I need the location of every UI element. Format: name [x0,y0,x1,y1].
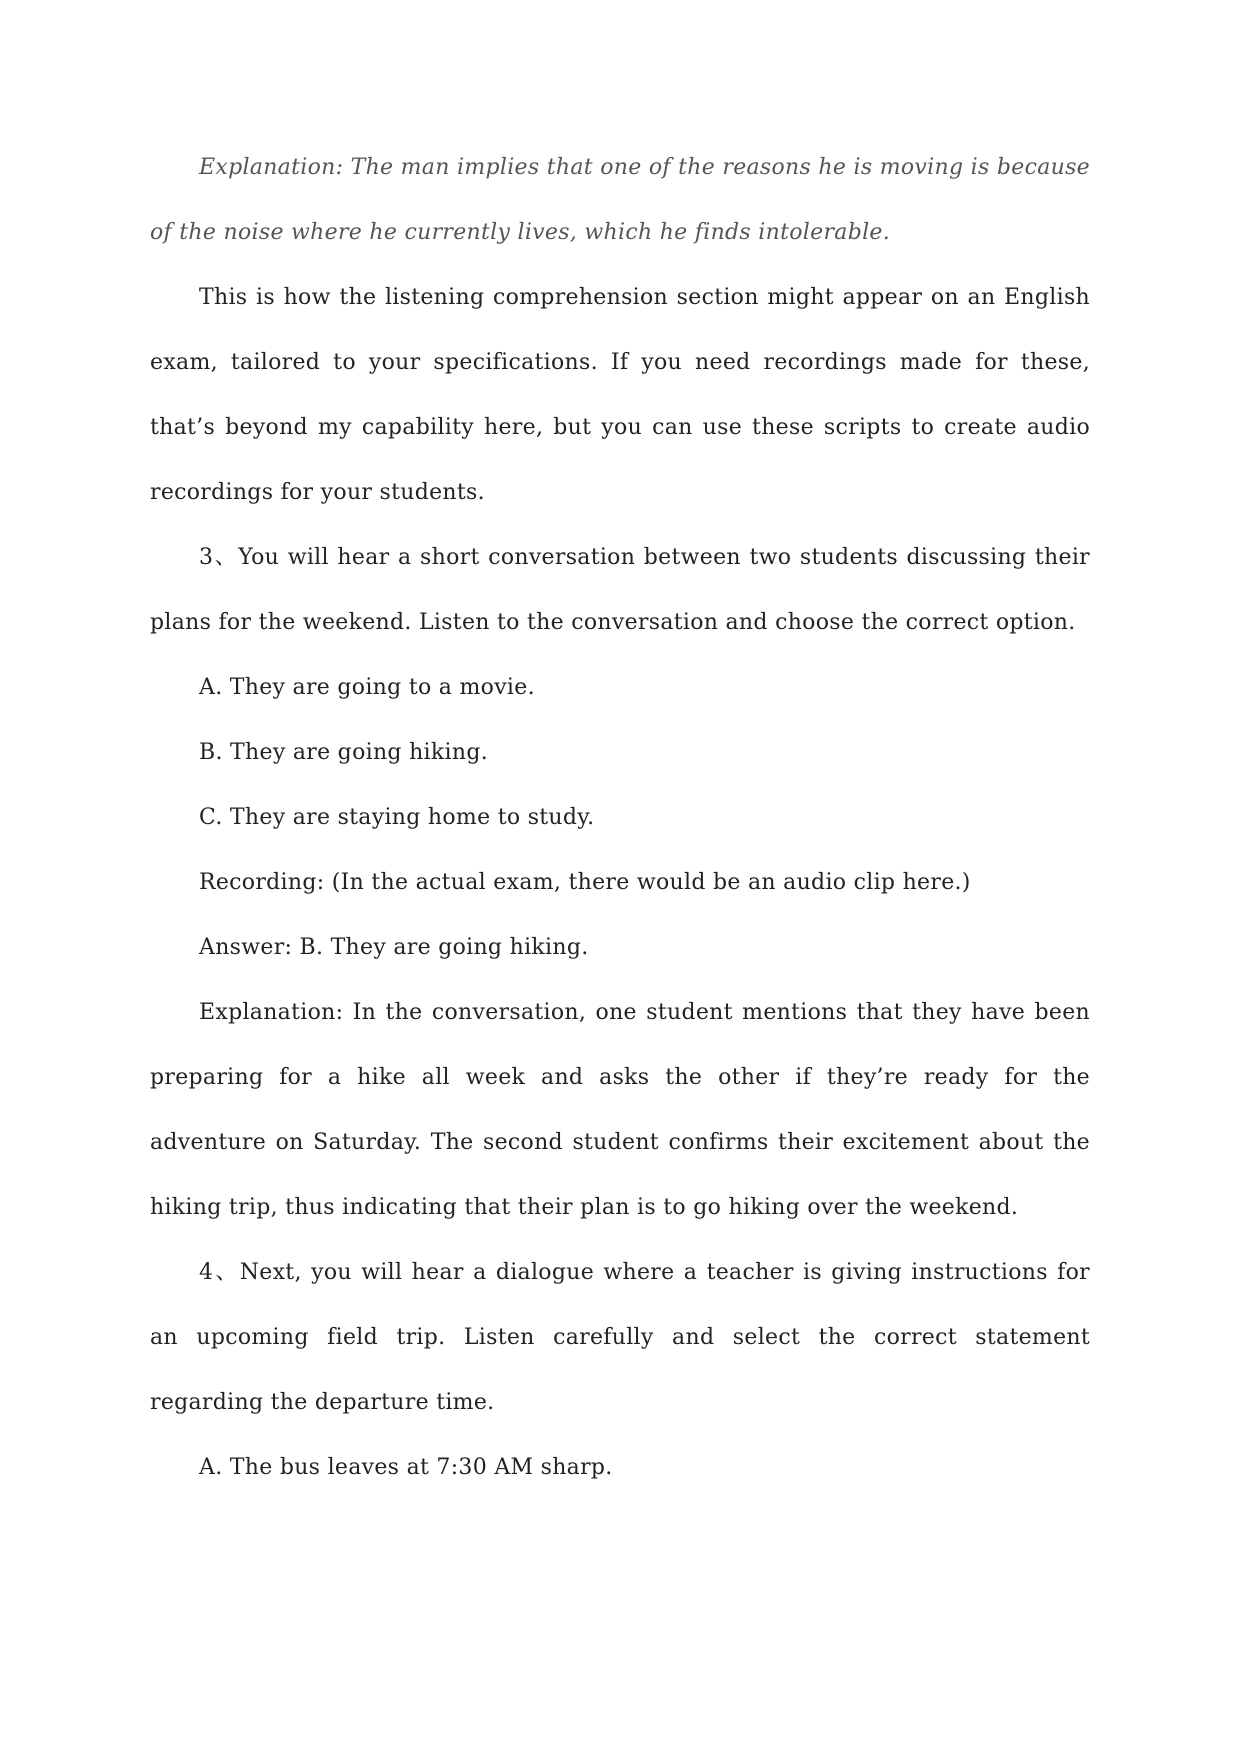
question-4: 4、Next, you will hear a dialogue where a teacher is giving instructions for an upcoming field trip. Listen carefully and select the correct statement regarding the departure time. [150,1260,1090,1415]
q3-option-b: B. They are going hiking. [199,740,489,765]
question-3: 3、You will hear a short conversation between two students discussing their plans for the weekend. Listen to the conversation and choose the correct option. [150,545,1090,635]
explanation-paragraph-q2: Explanation: The man implies that one of the reasons he is moving is because of the noise where he currently lives, which he finds intolerable. [150,155,1090,245]
document-page [150,135,1090,1500]
q3-answer: Answer: B. They are going hiking. [199,935,589,960]
q3-option-c: C. They are staying home to study. [199,805,595,830]
intro-paragraph: This is how the listening comprehension section might appear on an English exam, tailored to your specifications. If you need recordings made for these, that’s beyond my capability here, but you can use these scripts to create audio recordings for your students. [150,285,1090,505]
q3-explanation: Explanation: In the conversation, one student mentions that they have been preparing for a hike all week and asks the other if they’re ready for the adventure on Saturday. The second student confirms their excitement about the hiking trip, thus indicating that their plan is to go hiking over the weekend. [150,1000,1090,1220]
q3-option-a: A. They are going to a movie. [199,675,535,700]
q4-option-a: A. The bus leaves at 7:30 AM sharp. [199,1455,613,1480]
q3-recording-note: Recording: (In the actual exam, there would be an audio clip here.) [199,870,971,895]
